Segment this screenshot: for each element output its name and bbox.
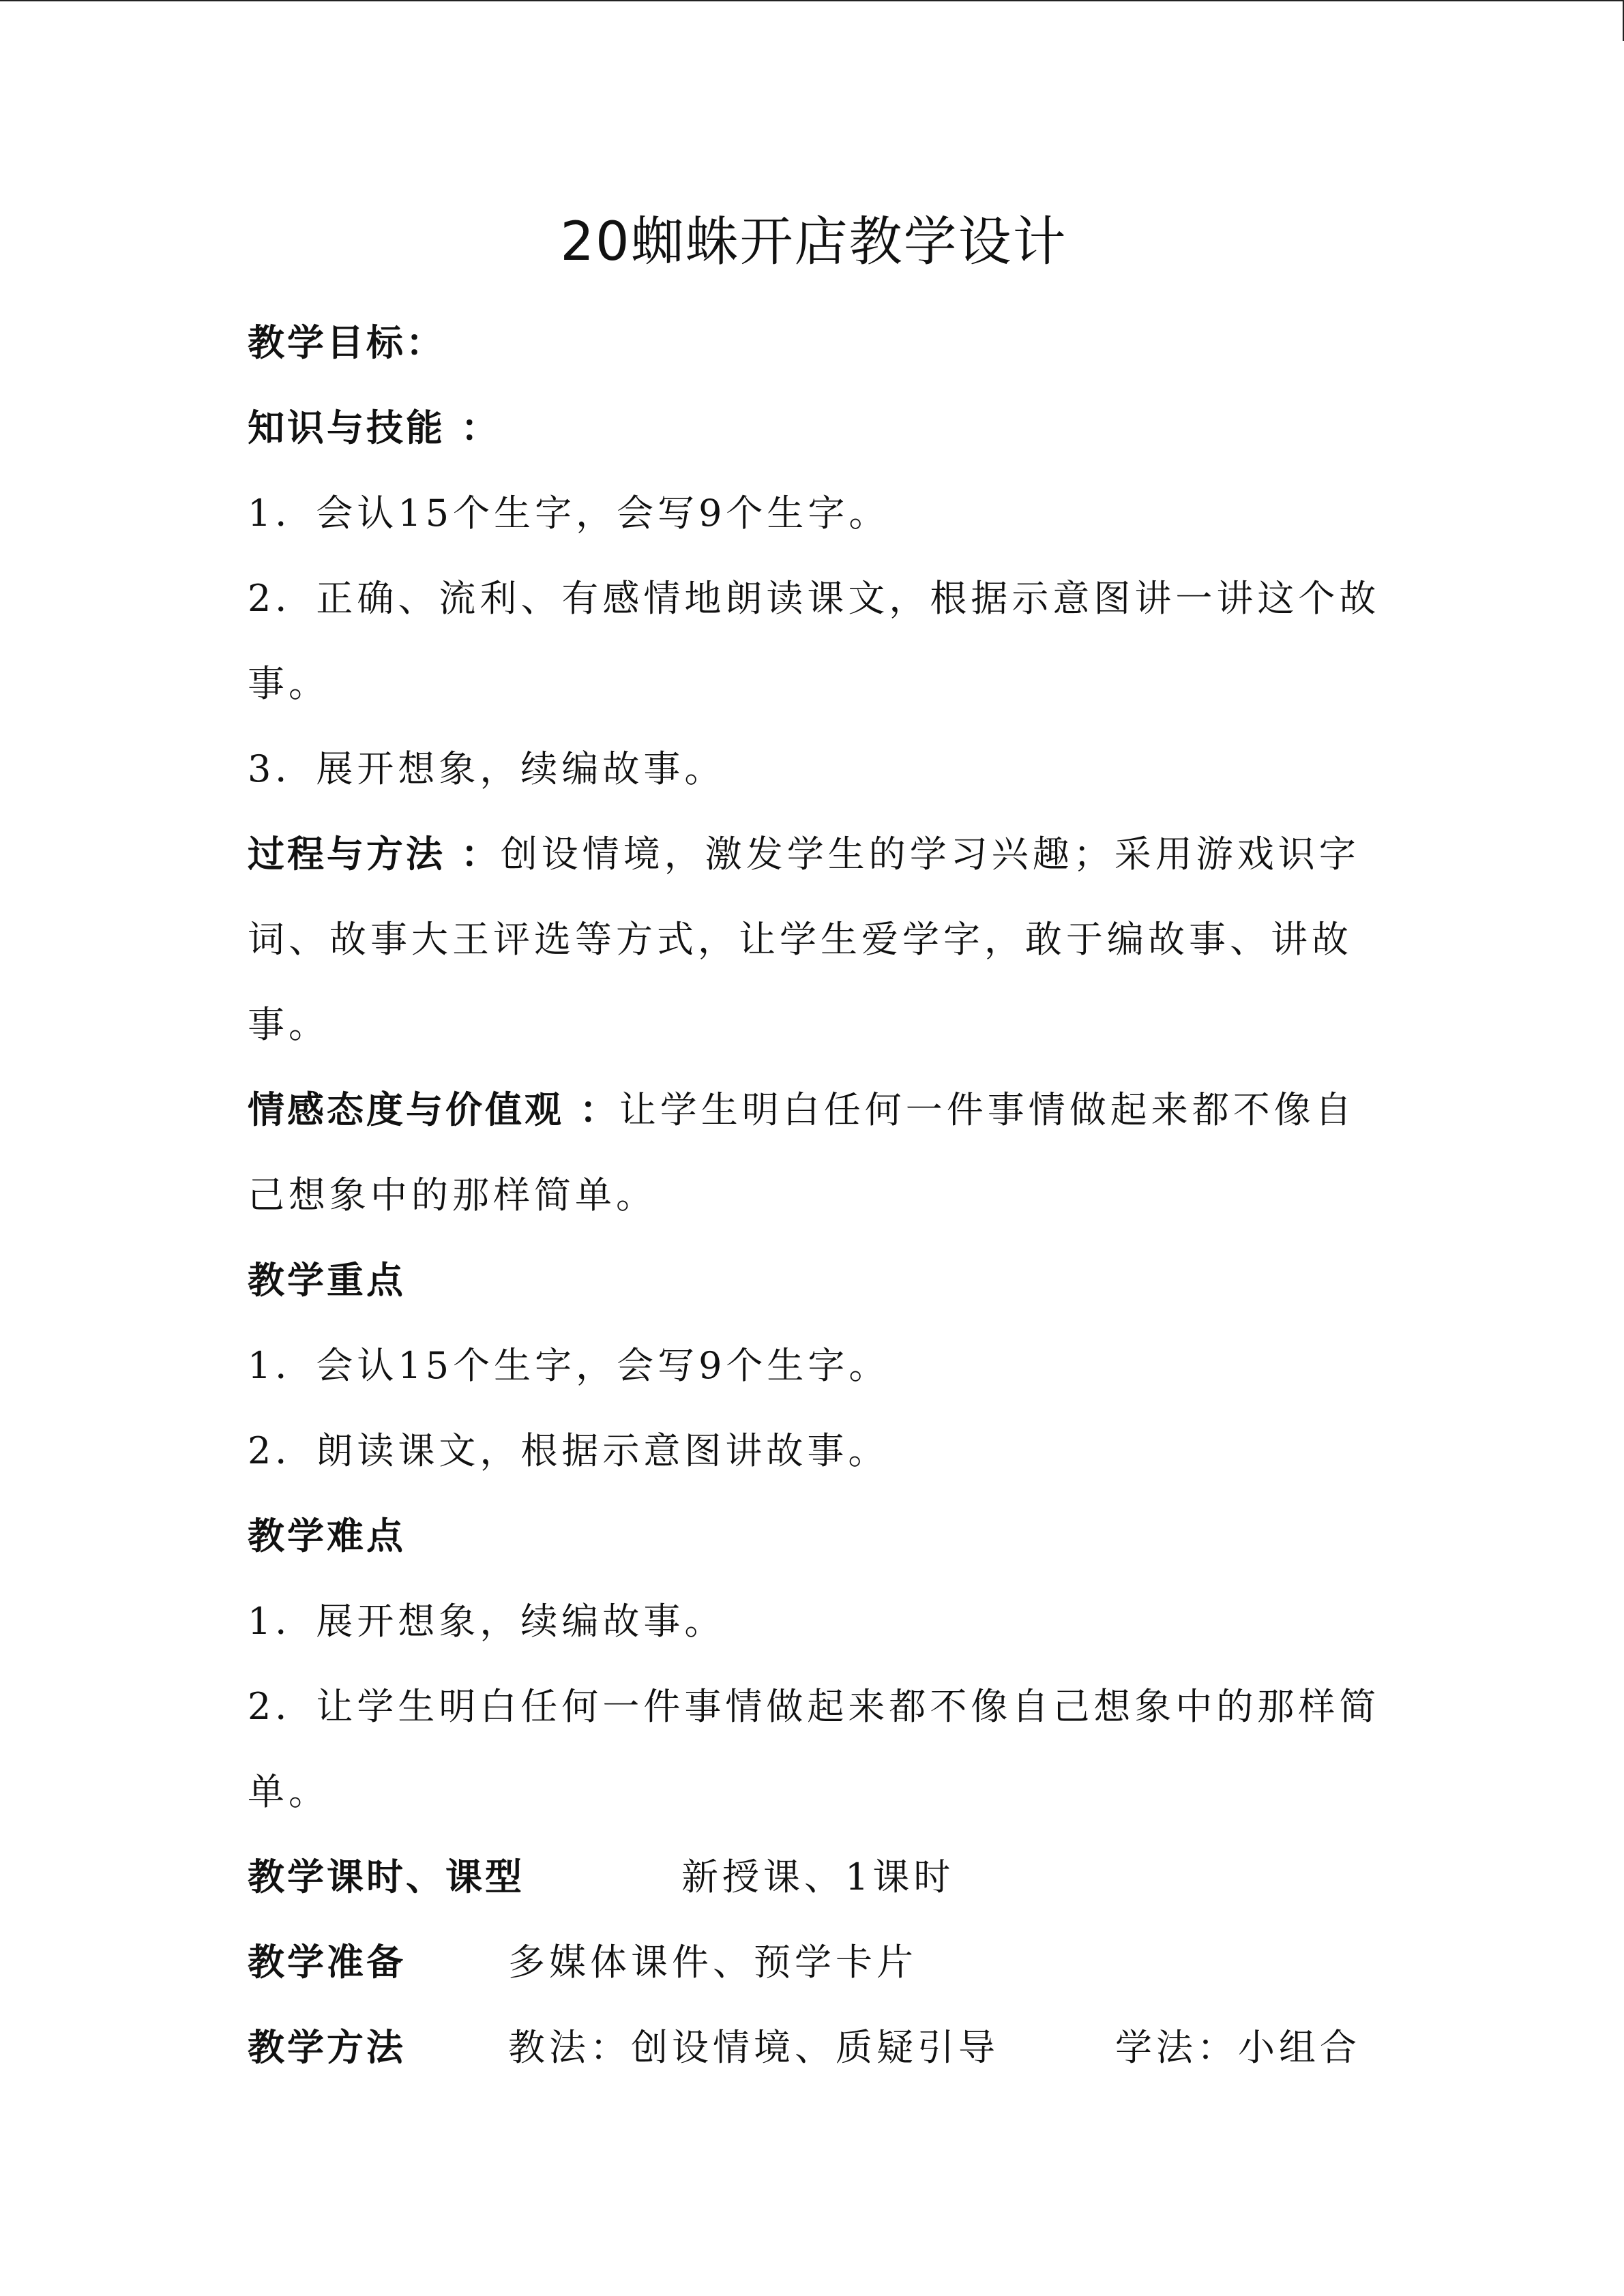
period-row [248,1834,1380,1920]
emotion-paragraph-line-2: 己想象中的那样简单。 [248,1174,657,1217]
process-text: 创设情境，激发学生的学习兴趣；采用游戏识字 [500,833,1360,876]
difficulties-item-2-line-2: 单。 [248,1770,329,1813]
key-points-heading: 教学重点 [248,1259,406,1302]
methods-heading: 教学方法 [248,2026,406,2069]
page-top-border [0,0,1623,1]
methods-teaching: 教法：创设情境、质疑引导 [508,2026,999,2069]
key-points-item-2: 2．朗读课文，根据示意图讲故事。 [248,1429,889,1472]
period-heading: 教学课时、课型 [248,1855,525,1898]
process-paragraph-line-2: 词、故事大王评选等方式，让学生爱学字，敢于编故事、讲故 [248,918,1353,961]
knowledge-item-1: 1．会认15个生字，会写9个生字。 [248,492,890,535]
document-title: 20蜘蛛开店教学设计 [560,211,1067,273]
preparation-heading: 教学准备 [248,1941,406,1984]
preparation-row [248,1920,1380,2005]
emotion-heading: 情感态度与价值观 ： [248,1088,619,1131]
difficulties-heading: 教学难点 [248,1515,406,1557]
methods-row [248,2005,1380,2090]
methods-learning: 学法：小组合 [1115,2026,1361,2069]
preparation-value: 多媒体课件、预学卡片 [508,1941,917,1984]
knowledge-heading: 知识与技能 ： [248,406,501,449]
knowledge-item-3: 3．展开想象，续编故事。 [248,747,726,790]
key-points-item-1: 1．会认15个生字，会写9个生字。 [248,1344,890,1387]
emotion-paragraph-line-1 [248,1067,1380,1152]
difficulties-item-1: 1．展开想象，续编故事。 [248,1600,726,1643]
document-body [248,205,1380,2090]
objectives-heading: 教学目标： [248,321,445,364]
difficulties-item-2-line-1: 2．让学生明白任何一件事情做起来都不像自己想象中的那样简 [248,1685,1381,1728]
knowledge-item-2-line-1: 2．正确、流利、有感情地朗读课文，根据示意图讲一讲这个故 [248,577,1381,620]
process-heading: 过程与方法 ： [248,833,501,876]
process-paragraph-line-3: 事。 [248,1003,329,1046]
process-paragraph-line-1 [248,811,1380,897]
period-value: 新授课、1课时 [681,1855,955,1898]
emotion-text: 让学生明白任何一件事情做起来都不像自 [619,1088,1356,1131]
knowledge-item-2-line-2: 事。 [248,662,329,705]
